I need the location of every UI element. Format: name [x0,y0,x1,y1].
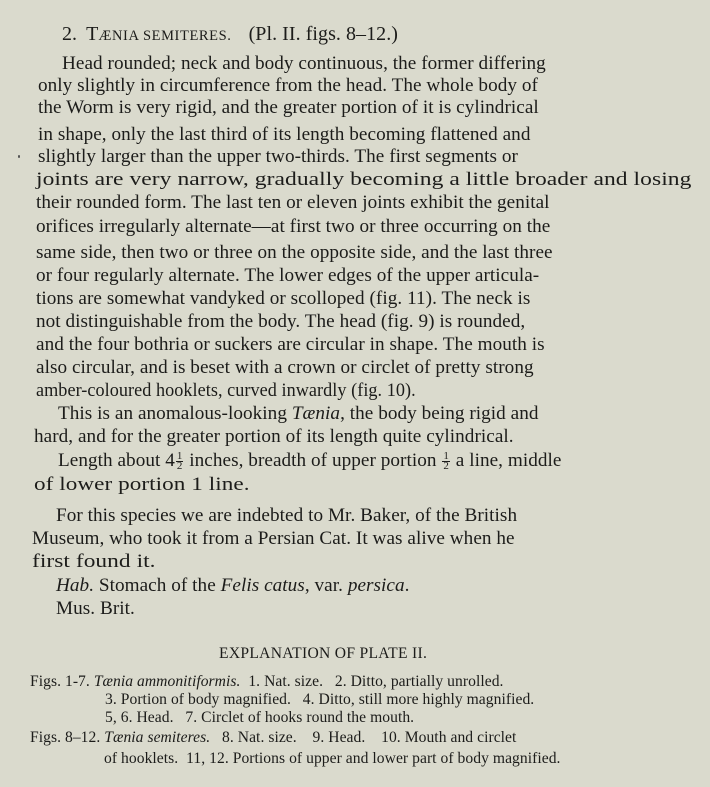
paragraph-line: the Worm is very rigid, and the greater portion of it is cylindrical [38,97,539,118]
paragraph-line: only slightly in circumference from the head. The whole body of [38,75,538,96]
fraction-denominator: 2 [443,460,449,472]
plate-reference: (Pl. II. figs. 8–12.) [248,23,398,45]
margin-mark [18,155,20,158]
paragraph-line: first found it. [32,551,156,572]
paragraph-line: orifices irregularly alternate—at first two or three occurring on the [36,216,551,237]
paragraph-line: Head rounded; neck and body continuous, the former differing [62,53,546,74]
habitat-label: Hab. [56,575,95,596]
host-species: Felis catus [220,575,305,596]
paragraph-line: joints are very narrow, gradually becoming a little broader and losing [36,169,692,190]
figs-label: Figs. 1-7. [30,673,90,690]
paragraph-line: and the four bothria or suckers are circular in shape. The mouth is [36,334,545,355]
text-run: Length about 4 [58,450,175,471]
host-variety: persica [347,575,405,596]
paragraph-line: same side, then two or three on the opposite side, and the last three [36,242,553,263]
text-run: Stomach of the [94,575,221,596]
plate-entry-line: 5, 6. Head. 7. Circlet of hooks round the mouth. [105,709,415,726]
section-title: ÆNIA SEMITERES. [98,28,232,44]
genus-name: Tænia [291,403,341,424]
paragraph-line: amber-coloured hooklets, curved inwardly (fig. 10). [36,380,416,401]
text-run: 1. Nat. size. 2. Ditto, partially unrolled. [240,673,504,690]
text-run: . [404,575,410,596]
paragraph-line: For this species we are indebted to Mr. Baker, of the British [56,505,518,526]
text-run: This is an anomalous-looking [58,403,292,424]
section-number: 2. [62,23,78,45]
paragraph-line [58,450,561,472]
species-name: Tænia semiteres. [104,729,211,746]
paragraph-line: of lower portion 1 line. [34,474,250,495]
paragraph-line: tions are somewhat vandyked or scolloped (fig. 11). The neck is [36,288,531,309]
fraction-half [442,452,450,471]
plate-entry-line: 3. Portion of body magnified. 4. Ditto, still more highly magnified. [105,691,535,708]
habitat-line [56,575,410,597]
paragraph-line: in shape, only the last third of its length becoming flattened and [38,124,531,145]
paragraph-line: also circular, and is beset with a crown or circlet of pretty strong [36,357,534,378]
paragraph-line: hard, and for the greater portion of its length quite cylindrical. [34,426,514,447]
plate-entry-line [30,729,516,747]
paragraph-line: Museum, who took it from a Persian Cat. It was alive when he [32,528,515,549]
text-run: , var. [304,575,348,596]
paragraph-line [58,403,539,425]
species-name: Tænia ammonitiformis. [93,673,241,690]
text-run: a line, middle [450,450,562,471]
figs-label: Figs. 8–12. [30,729,101,746]
section-title-initial: T [86,23,99,45]
fraction-numerator: 1 [176,450,183,462]
fraction-half [176,452,184,471]
section-heading [62,23,398,47]
text-run: inches, breadth of upper portion [184,450,442,471]
collection-line: Mus. Brit. [56,598,135,619]
text-run: 8. Nat. size. 9. Head. 10. Mouth and circlet [210,729,517,746]
paragraph-line: their rounded form. The last ten or eleven joints exhibit the genital [36,192,550,213]
paragraph-line: slightly larger than the upper two-thirds. The first segments or [38,146,518,167]
fraction-numerator: 1 [443,450,449,462]
plate-entry-line [30,673,504,691]
fraction-denominator: 2 [176,460,183,472]
paragraph-line: not distinguishable from the body. The head (fig. 9) is rounded, [36,311,526,332]
plate-explanation-title: EXPLANATION OF PLATE II. [219,645,428,662]
paragraph-line: or four regularly alternate. The lower edges of the upper articula- [36,265,540,286]
plate-entry-line: of hooklets. 11, 12. Portions of upper and lower part of body magnified. [104,750,561,767]
text-run: , the body being rigid and [340,403,539,424]
